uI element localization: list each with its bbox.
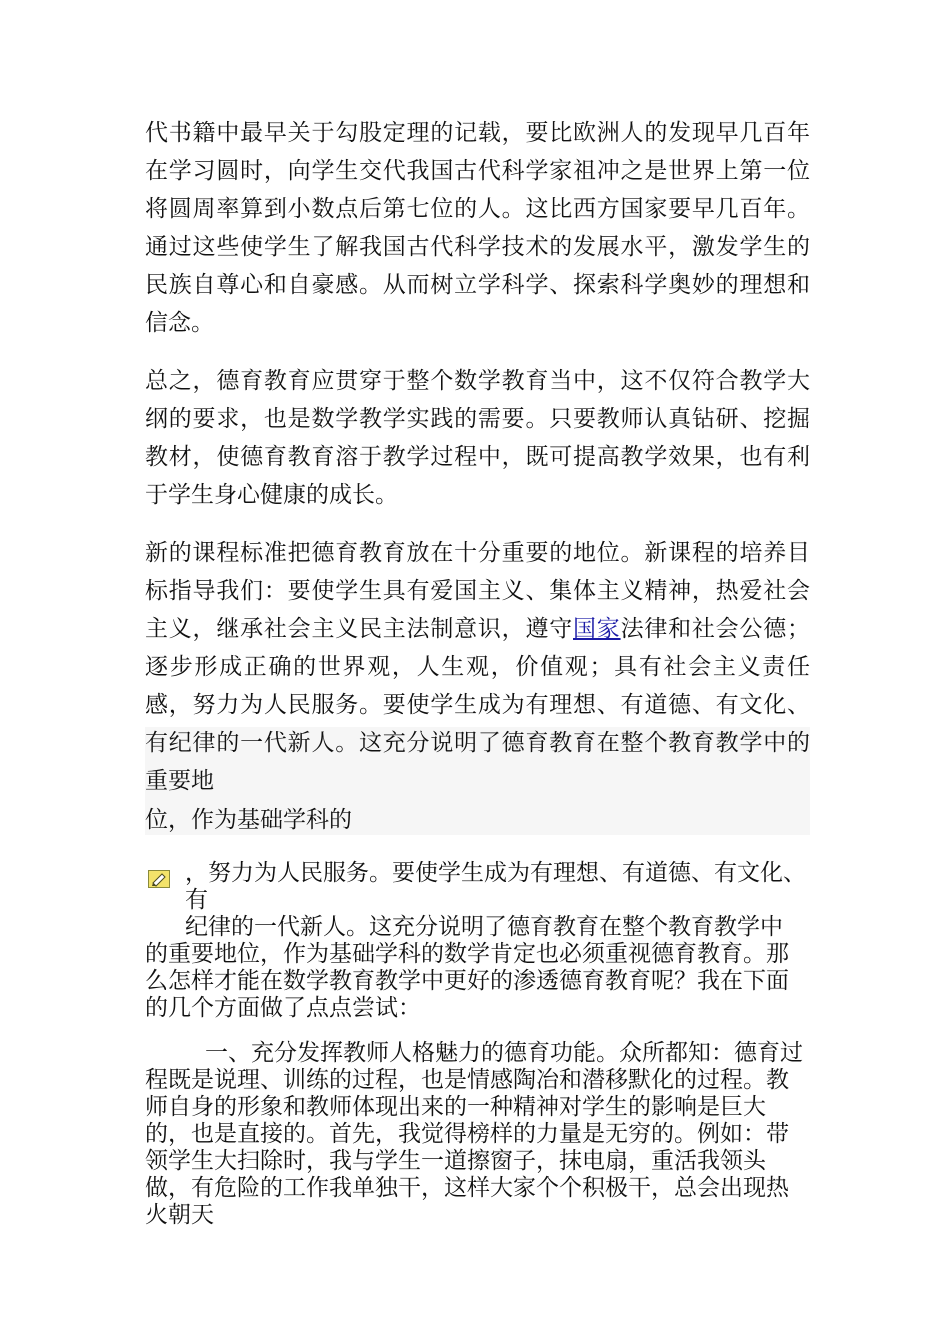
paragraph-curriculum-standard [145, 534, 810, 800]
paragraph-text-after-link: 法律和社会公德；逐步形成正确的世界观，人生观，价值观；具有社会主义责任感，努力为人民服务。要使学生成为有理想、有道德、有文化、有纪律的一代新人。这充分说明了德育教育在整个教育教学中的重要地 [145, 616, 811, 794]
paragraph-teacher-charisma [145, 1040, 810, 1229]
block-rest: 的重要地位，作为基础学科的数学肯定也必须重视德育教育。那么怎样才能在数学教育教学中更好的渗透德育教育呢？我在下面的几个方面做了点点尝试： [145, 941, 789, 1021]
paragraph-ancient-math: 代书籍中最早关于勾股定理的记载，要比欧洲人的发现早几百年在学习圆时，向学生交代我国古代科学家祖冲之是世界上第一位将圆周率算到小数点后第七位的人。这比西方国家要早几百年。通过这些使学生了解我国古代科学技术的发展水平，激发学生的民族自尊心和自豪感。从而树立学科学、探索科学奥妙的理想和信念。 [145, 120, 810, 336]
block-first-line: ，努力为人民服务。要使学生成为有理想、有道德、有文化、有 [185, 860, 806, 913]
block-second-line: 纪律的一代新人。这充分说明了德育教育在整个教育教学中 [185, 914, 783, 940]
section-heading-line: 一、充分发挥教师人格魅力的德育功能。众所都知：德育过 [205, 1040, 803, 1066]
section-body: 程既是说理、训练的过程，也是情感陶冶和潜移默化的过程。教师自身的形象和教师体现出来的一种精神对学生的影响是巨大的，也是直接的。首先，我觉得榜样的力量是无穷的。例如：带领学生大扫除时，我与学生一道擦窗子，抹电扇，重活我领头做，有危险的工作我单独干，这样大家个个积极干，总会出现热火朝天 [145, 1067, 789, 1228]
paragraph-text-before-link: 新的课程标准把德育教育放在十分重要的地位。新课程的培养目标指导我们：要使学生具有爱国主义、集体主义精神，热爱社会主义，继承社会主义民主法制意识，遵守 [145, 540, 810, 642]
paragraph-block-repeat [145, 860, 810, 1022]
paragraph-fragment: 位，作为基础学科的 [145, 807, 352, 833]
link-guojia[interactable]: 国家 [573, 616, 621, 642]
paragraph-summary: 总之，德育教育应贯穿于整个数学教育当中，这不仅符合教学大纲的要求，也是数学教学实践的需要。只要教师认真钻研、挖掘教材，使德育教育溶于教学过程中，既可提高教学效果，也有利于学生身心健康的成长。 [145, 368, 810, 508]
